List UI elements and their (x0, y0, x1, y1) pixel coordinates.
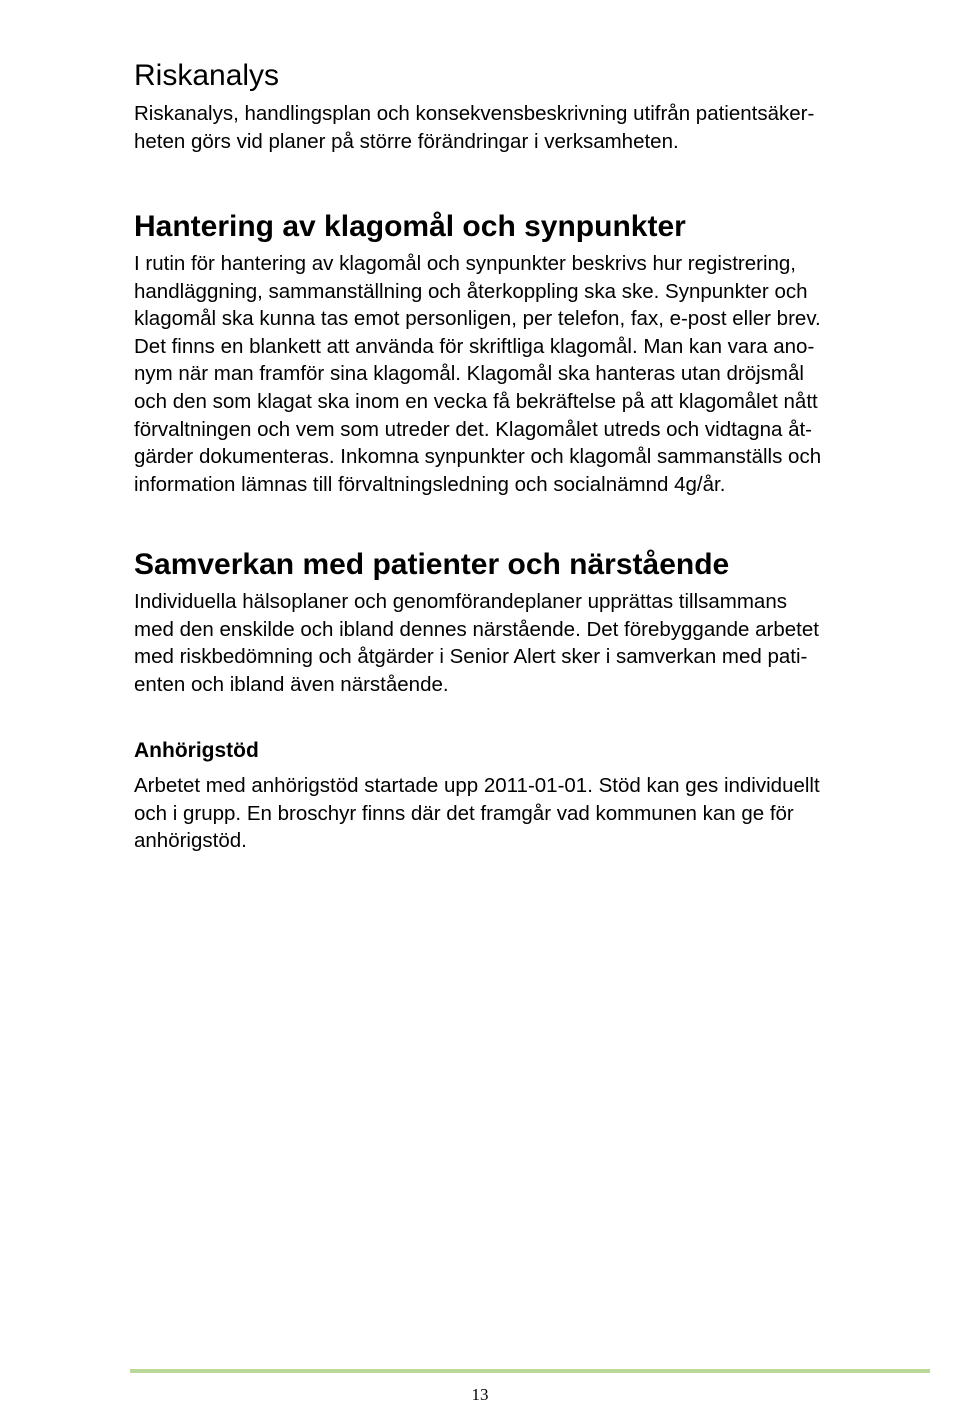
paragraph-line: gärder dokumenteras. Inkomna synpunkter och klagomål sammanställs och (134, 445, 822, 469)
paragraph-line: Arbetet med anhörigstöd startade upp 2011-01-01. Stöd kan ges individuellt (134, 774, 820, 797)
paragraph-line: Individuella hälsoplaner och genomförandeplaner upprättas tillsammans (134, 590, 787, 613)
heading-samverkan: Samverkan med patienter och närstående (134, 548, 730, 581)
paragraph-line: med riskbedömning och åtgärder i Senior Alert sker i samverkan med pati- (134, 645, 808, 669)
paragraph-line: heten görs vid planer på större förändringar i verksamheten. (134, 129, 679, 153)
paragraph-line: och i grupp. En broschyr finns där det framgår vad kommunen kan ge för (134, 801, 794, 825)
heading-riskanalys: Riskanalys (134, 59, 280, 92)
paragraph-line: Det finns en blankett att använda för skriftliga klagomål. Man kan vara ano- (134, 334, 815, 358)
paragraph-line: Riskanalys, handlingsplan och konsekvensbeskrivning utifrån patientsäker- (134, 102, 815, 125)
page-number: 13 (471, 1385, 489, 1404)
section-klagomal (134, 209, 934, 498)
paragraph-samverkan (134, 588, 934, 698)
paragraph-line: och den som klagat ska inom en vecka få bekräftelse på att klagomålet nått (134, 389, 818, 413)
footer-rule (130, 1369, 930, 1373)
paragraph-line: enten och ibland även närstående. (134, 672, 449, 696)
paragraph-line: information lämnas till förvaltningsledning och socialnämnd 4g/år. (134, 472, 726, 496)
heading-anhorigstod: Anhörigstöd (134, 739, 259, 762)
paragraph-line: handläggning, sammanställning och återkoppling ska ske. Synpunkter och (134, 279, 808, 303)
section-riskanalys (134, 58, 934, 155)
paragraph-anhorigstod (134, 772, 934, 855)
section-anhorigstod (134, 738, 934, 855)
paragraph-riskanalys (134, 100, 934, 155)
paragraph-line: klagomål ska kunna tas emot personligen, per telefon, fax, e-post eller brev. (134, 307, 821, 331)
paragraph-line: nym när man framför sina klagomål. Klagomål ska hanteras utan dröjsmål (134, 362, 804, 386)
paragraph-line: förvaltningen och vem som utreder det. Klagomålet utreds och vidtagna åt- (134, 417, 813, 441)
paragraph-line: I rutin för hantering av klagomål och synpunkter beskrivs hur registrering, (134, 252, 797, 275)
heading-klagomal: Hantering av klagomål och synpunkter (134, 210, 686, 243)
section-samverkan (134, 547, 934, 698)
paragraph-line: med den enskilde och ibland dennes närstående. Det förebyggande arbetet (134, 617, 819, 641)
paragraph-klagomal (134, 250, 934, 498)
paragraph-line: anhörigstöd. (134, 829, 247, 853)
